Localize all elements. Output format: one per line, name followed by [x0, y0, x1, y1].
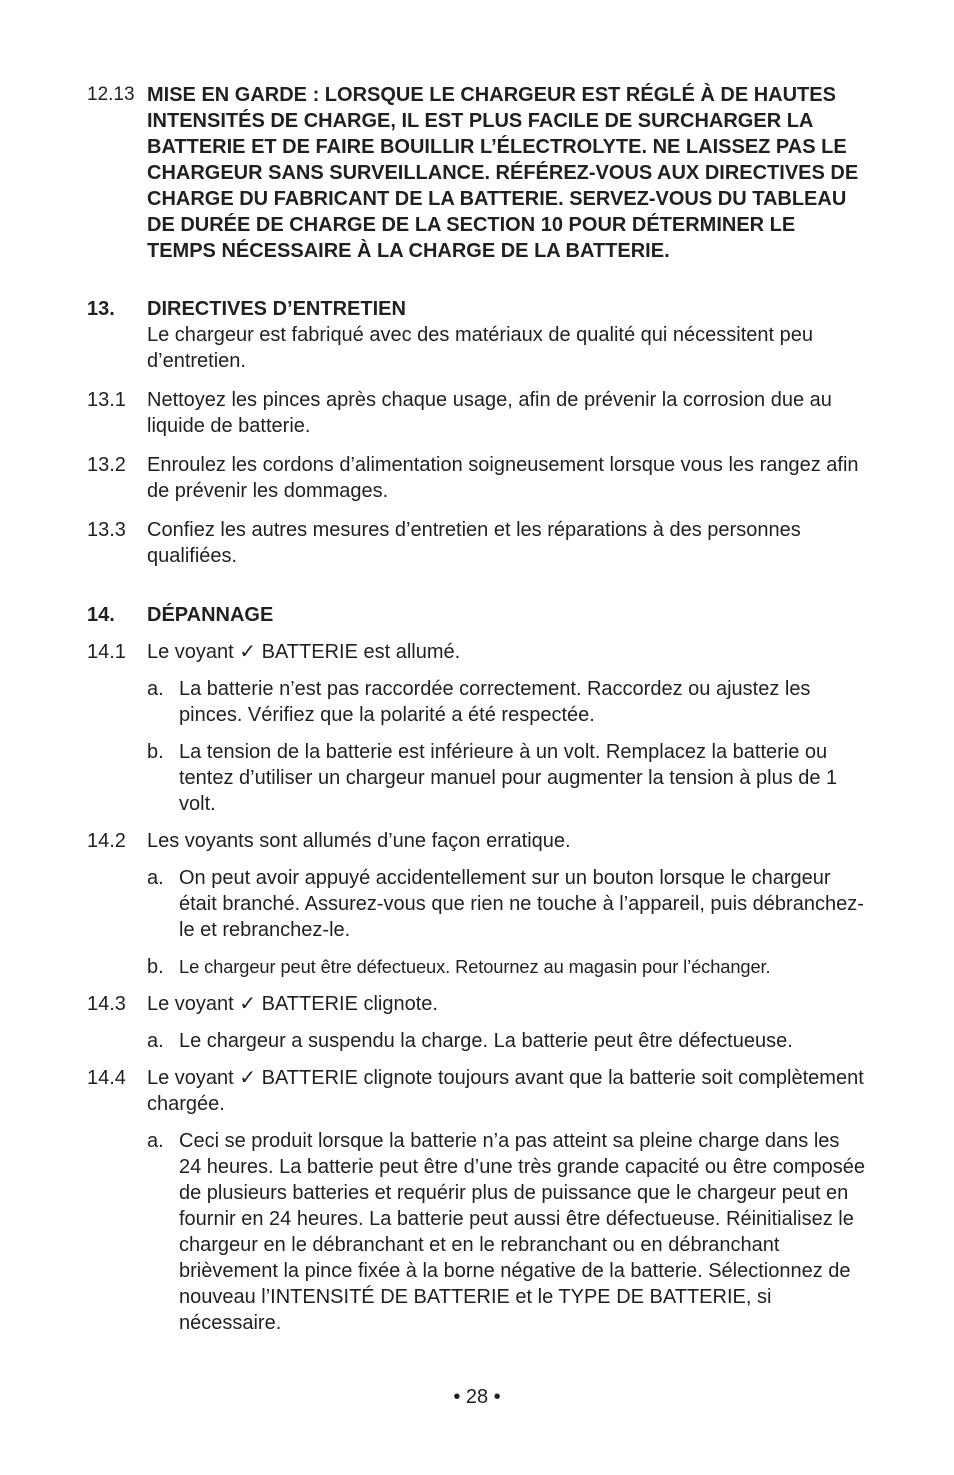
sub-item-14-1-b [87, 739, 867, 817]
item-text: Enroulez les cordons d’alimentation soigneusement lorsque vous les rangez afin de prévenir les dommages. [147, 454, 859, 502]
sub-item-text: La batterie n’est pas raccordée correctement. Raccordez ou ajustez les pinces. Vérifiez que la polarité a été respectée. [179, 678, 811, 726]
sub-item-14-3-a [87, 1028, 867, 1054]
sub-item-14-4-a [87, 1128, 867, 1336]
item-number: 14.1 [87, 641, 126, 663]
sub-item-letter: a. [147, 1030, 164, 1052]
item-number: 14.2 [87, 830, 126, 852]
item-text: Confiez les autres mesures d’entretien et les réparations à des personnes qualifiées. [147, 519, 801, 567]
section-number: 14. [87, 604, 115, 626]
item-number: 13.3 [87, 519, 126, 541]
item-text: Le voyant ✓ BATTERIE est allumé. [147, 641, 461, 663]
sub-item-text: Ceci se produit lorsque la batterie n’a pas atteint sa pleine charge dans les 24 heures. La batterie peut être d’une très grande capacité ou être composée de plusieurs batteries et requérir plus de puissance que le chargeur peut en fournir en 24 heures. La batterie peut aussi être défectueuse. Réinitialisez le chargeur en le débranchant et en le rebranchant ou en débranchant brièvement la pince fixée à la borne négative de la batterie. Sélectionnez de nouveau l’INTENSITÉ DE BATTERIE et le TYPE DE BATTERIE, si nécessaire. [179, 1130, 866, 1334]
manual-page [87, 82, 867, 1336]
page-number: • 28 • [453, 1386, 501, 1408]
item-text: Les voyants sont allumés d’une façon erratique. [147, 830, 571, 852]
list-item-14-4 [87, 1065, 867, 1117]
sub-item-14-2-b [87, 954, 867, 980]
item-number: 13.1 [87, 389, 126, 411]
sub-item-text: On peut avoir appuyé accidentellement sur un bouton lorsque le chargeur était branché. Assurez-vous que rien ne touche à l’appareil, puis débranchez-le et rebranchez-le. [179, 867, 864, 941]
sub-item-text: La tension de la batterie est inférieure à un volt. Remplacez la batterie ou tentez d’utiliser un chargeur manuel pour augmenter la tension à plus de 1 volt. [179, 741, 838, 815]
item-text: Le voyant ✓ BATTERIE clignote. [147, 993, 438, 1015]
sub-item-letter: a. [147, 1130, 164, 1152]
list-item-14-2 [87, 828, 867, 854]
item-number: 13.2 [87, 454, 126, 476]
list-item-14-3 [87, 991, 867, 1017]
list-item-14-1 [87, 639, 867, 665]
section-number: 13. [87, 298, 115, 320]
section-14-heading [87, 602, 867, 628]
item-number: 12.13 [87, 84, 135, 105]
sub-item-letter: b. [147, 956, 164, 978]
sub-item-letter: a. [147, 867, 164, 889]
warning-text: MISE EN GARDE : LORSQUE LE CHARGEUR EST RÉGLÉ À DE HAUTES INTENSITÉS DE CHARGE, IL EST PLUS FACILE DE SURCHARGER LA BATTERIE ET DE FAIRE BOUILLIR L’ÉLECTROLYTE. NE LAISSEZ PAS LE CHARGEUR SANS SURVEILLANCE. RÉFÉREZ-VOUS AUX DIRECTIVES DE CHARGE DU FABRICANT DE LA BATTERIE. SERVEZ-VOUS DU TABLEAU DE DURÉE DE CHARGE DE LA SECTION 10 POUR DÉTERMINER LE TEMPS NÉCESSAIRE À LA CHARGE DE LA BATTERIE. [147, 84, 859, 262]
sub-item-text: Le chargeur a suspendu la charge. La batterie peut être défectueuse. [179, 1030, 793, 1052]
item-text: Le voyant ✓ BATTERIE clignote toujours avant que la batterie soit complètement chargée. [147, 1067, 864, 1115]
sub-item-letter: b. [147, 741, 164, 763]
list-item-13-1 [87, 387, 867, 439]
section-13-intro [87, 322, 867, 374]
sub-item-14-2-a [87, 865, 867, 943]
section-title: DÉPANNAGE [147, 604, 274, 626]
list-item-13-3 [87, 517, 867, 569]
item-text: Nettoyez les pinces après chaque usage, afin de prévenir la corrosion due au liquide de batterie. [147, 389, 832, 437]
section-intro-text: Le chargeur est fabriqué avec des matériaux de qualité qui nécessitent peu d’entretien. [147, 324, 813, 372]
sub-item-14-1-a [87, 676, 867, 728]
list-item-13-2 [87, 452, 867, 504]
section-title: DIRECTIVES D’ENTRETIEN [147, 298, 406, 320]
warning-12-13 [87, 82, 867, 264]
item-number: 14.4 [87, 1067, 126, 1089]
sub-item-letter: a. [147, 678, 164, 700]
section-13-heading [87, 296, 867, 322]
item-number: 14.3 [87, 993, 126, 1015]
sub-item-text: Le chargeur peut être défectueux. Retournez au magasin pour l’échanger. [179, 956, 771, 977]
